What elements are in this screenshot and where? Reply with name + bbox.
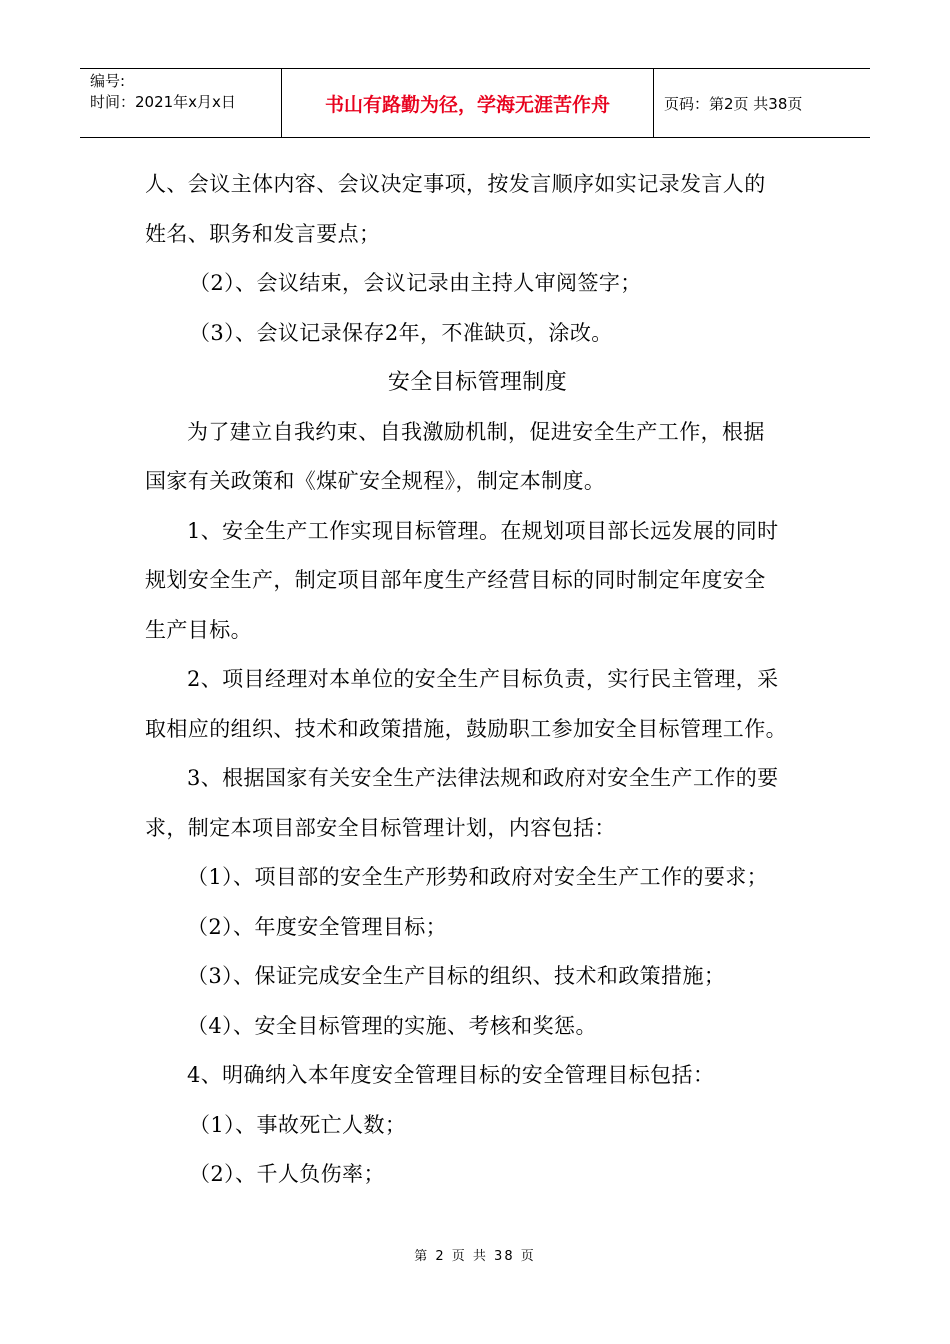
header-page-info: 页码：第2页 共38页 (664, 94, 803, 113)
body-line: （2）、会议结束，会议记录由主持人审阅签字； (189, 271, 642, 295)
body-line: 2、项目经理对本单位的安全生产目标负责，实行民主管理，采 (187, 667, 779, 691)
document-time-label: 时间：2021年x月x日 (90, 93, 236, 111)
header-motto: 书山有路勤为径，学海无涯苦作舟 (282, 69, 654, 137)
page-footer: 第 2 页 共 38 页 (414, 1249, 536, 1264)
body-line: 姓名、职务和发言要点； (145, 221, 381, 246)
body-line: 3、根据国家有关安全生产法律法规和政府对安全生产工作的要 (187, 766, 779, 790)
body-line: （3）、保证完成安全生产目标的组织、技术和政策措施； (187, 964, 726, 988)
document-body (145, 160, 810, 1200)
body-line: （2）、千人负伤率； (189, 1162, 385, 1186)
header-meta (80, 69, 282, 137)
body-line: 4、明确纳入本年度安全管理目标的安全管理目标包括： (187, 1063, 715, 1087)
body-line: 国家有关政策和《煤矿安全规程》，制定本制度。 (145, 469, 606, 493)
page-header (80, 68, 870, 138)
body-line: 生产目标。 (145, 617, 252, 642)
body-line: （1）、事故死亡人数； (189, 1112, 407, 1137)
body-line: 为了建立自我约束、自我激励机制，促进安全生产工作，根据 (187, 419, 765, 444)
document-number-label: 编号: (90, 72, 126, 90)
body-line: （3）、会议记录保存2年，不准缺页，涂改。 (189, 320, 613, 345)
body-line: 人、会议主体内容、会议决定事项，按发言顺序如实记录发言人的 (145, 172, 766, 196)
body-line: 规划安全生产，制定项目部年度生产经营目标的同时制定年度安全 (145, 568, 766, 592)
body-line: 1、安全生产工作实现目标管理。在规划项目部长远发展的同时 (187, 518, 779, 543)
body-line: （2）、年度安全管理目标； (187, 914, 448, 939)
section-title: 安全目标管理制度 (387, 370, 568, 395)
body-line: 求，制定本项目部安全目标管理计划，内容包括： (145, 815, 616, 840)
body-line: （1）、项目部的安全生产形势和政府对安全生产工作的要求； (187, 865, 769, 889)
body-line: 取相应的组织、技术和政策措施，鼓励职工参加安全目标管理工作。 (145, 716, 787, 741)
body-line: （4）、安全目标管理的实施、考核和奖惩。 (187, 1013, 597, 1038)
